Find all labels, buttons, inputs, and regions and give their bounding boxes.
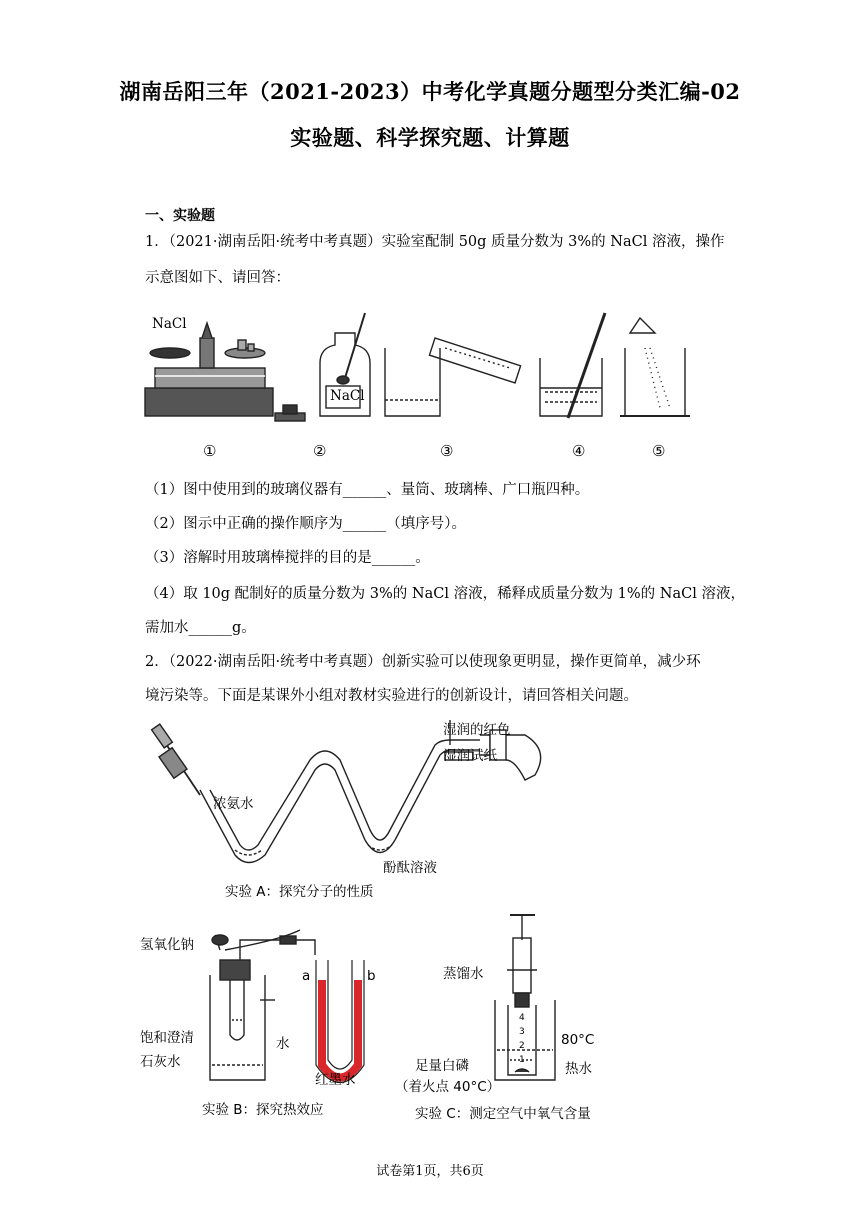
figb-label-b: b (367, 968, 376, 984)
figa-label-paper1: 湿润的红色 (443, 722, 511, 738)
figure-a-apparatus (140, 720, 580, 870)
figb-label-water: 水 (276, 1036, 290, 1052)
figb-label-ink: 红墨水 (315, 1072, 356, 1088)
figc-label-distilled-water: 蒸馏水 (443, 966, 484, 982)
doc-title-line1: 湖南岳阳三年（2021-2023）中考化学真题分题型分类汇编-02 (119, 79, 741, 104)
figc-scale-2: 2 (519, 1041, 525, 1051)
step-number-1: ① (203, 442, 217, 460)
figb-label-lime2: 石灰水 (140, 1054, 181, 1070)
figc-label-temperature: 80°C (561, 1032, 595, 1048)
q1-sub4-line2: 需加水______g。 (145, 620, 256, 636)
q1-sub1: （1）图中使用到的玻璃仪器有______、量筒、玻璃棒、广口瓶四种。 (145, 482, 590, 498)
figc-label-phosphorus1: 足量白磷 (415, 1058, 469, 1074)
figa-label-phenolphthalein: 酚酞溶液 (383, 860, 437, 876)
figure-c (395, 910, 635, 1130)
nacl-label-bottle: NaCl (330, 388, 365, 404)
step-number-3: ③ (440, 442, 454, 460)
q1-stem-line2: 示意图如下、请回答： (145, 270, 290, 286)
figa-label-paper2: 湿润试纸 (443, 748, 497, 764)
step-number-5: ⑤ (652, 442, 666, 460)
figa-label-ammonia: 浓氨水 (213, 796, 254, 812)
q1-steps-illustration (140, 308, 700, 433)
stirring-beaker-icon (540, 313, 605, 418)
figb-caption: 实验 B：探究热效应 (202, 1102, 324, 1118)
q1-sub4-line1: （4）取 10g 配制好的质量分数为 3%的 NaCl 溶液，稀释成质量分数为 1%的 NaCl 溶液， (145, 586, 745, 602)
page-footer: 试卷第1页，共6页 (376, 1164, 484, 1179)
q2-stem-line2: 境污染等。下面是某课外小组对教材实验进行的创新设计，请回答相关问题。 (145, 688, 638, 704)
figb-label-naoh: 氢氧化钠 (140, 937, 194, 953)
figb-label-lime1: 饱和澄清 (140, 1030, 194, 1046)
q1-figure (140, 308, 700, 468)
step-number-2: ② (313, 442, 327, 460)
figb-label-a: a (302, 968, 311, 984)
balance-icon (145, 323, 273, 416)
q1-sub2: （2）图示中正确的操作顺序为______（填序号）。 (145, 516, 466, 532)
doc-title-line2: 实验题、科学探究题、计算题 (290, 125, 570, 150)
figc-label-hot-water: 热水 (565, 1061, 592, 1077)
figure-a (140, 720, 580, 900)
figc-caption: 实验 C：测定空气中氧气含量 (415, 1106, 591, 1122)
q2-stem-line1: 2．（2022·湖南岳阳·统考中考真题）创新实验可以使现象更明显，操作更简单，减少环 (145, 654, 701, 670)
powder-beaker-icon (620, 318, 690, 416)
step-number-4: ④ (572, 442, 586, 460)
reagent-bottle-icon (275, 313, 370, 421)
figc-scale-3: 3 (519, 1027, 525, 1037)
figc-scale-4: 4 (519, 1013, 525, 1023)
figc-label-phosphorus2: （着火点 40°C） (395, 1079, 501, 1095)
nacl-label-balance: NaCl (152, 316, 187, 332)
q1-stem-line1: 1．（2021·湖南岳阳·统考中考真题）实验室配制 50g 质量分数为 3%的 NaCl 溶液，操作 (145, 234, 725, 250)
figc-scale-1: 1 (519, 1055, 525, 1065)
q1-sub3: （3）溶解时用玻璃棒搅拌的目的是______。 (145, 550, 430, 566)
figure-b (140, 920, 380, 1130)
figa-caption: 实验 A：探究分子的性质 (225, 884, 374, 900)
pouring-cylinder-icon (385, 338, 521, 416)
section-heading: 一、实验题 (145, 208, 215, 224)
